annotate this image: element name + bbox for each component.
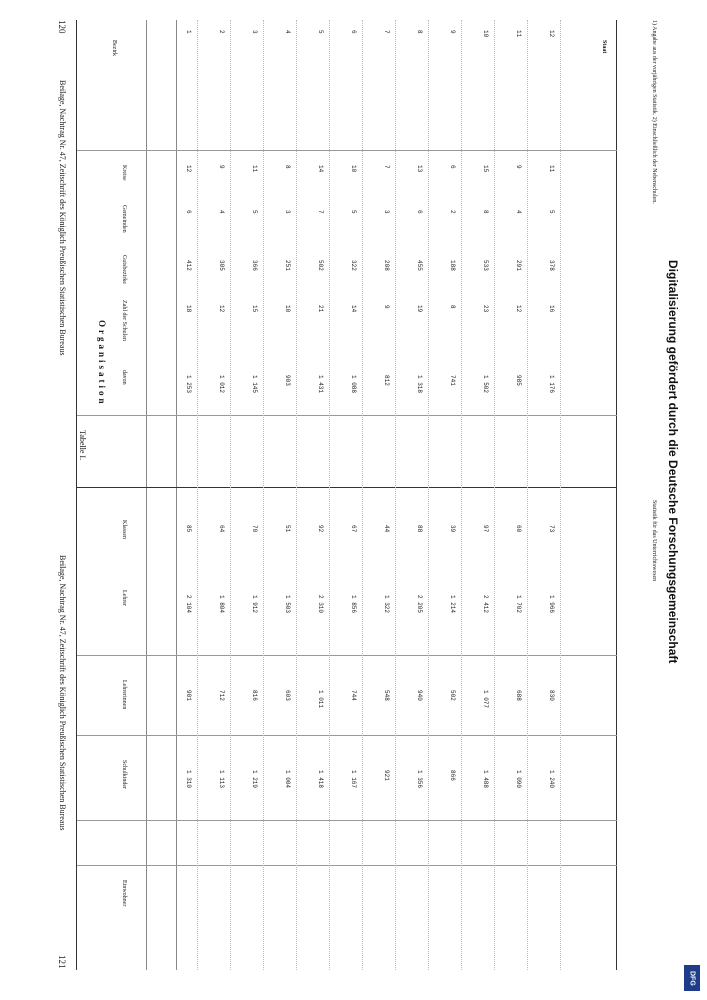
table-cell: 15 <box>482 165 489 173</box>
table-cell: 7 <box>383 165 390 169</box>
table-cell: 15 <box>251 305 258 313</box>
table-cell: 744 <box>350 690 357 701</box>
table-cell: 378 <box>548 260 555 271</box>
table-cell: 1 088 <box>350 375 357 394</box>
table-cell: 1 240 <box>548 770 555 789</box>
footer-credit: Digitalisierung gefördert durch die Deutsche Forschungsgemeinschaft <box>666 260 680 664</box>
row-rule <box>329 20 330 970</box>
table-cell: 88 <box>416 525 423 533</box>
row-rule <box>362 20 363 970</box>
table-cell: 8 <box>482 210 489 214</box>
left-page-number: 120 <box>57 20 67 34</box>
table-cell: 1 488 <box>482 770 489 789</box>
table-cell: 712 <box>218 690 225 701</box>
table-label: Tabelle I. <box>78 430 87 461</box>
header-rule <box>146 20 147 970</box>
dfg-logo-badge: DFG <box>684 965 700 991</box>
table-cell: 19 <box>416 305 423 313</box>
table-cell: 188 <box>449 260 456 271</box>
row-rule <box>494 20 495 970</box>
table-cell: 1 431 <box>317 375 324 394</box>
table-cell: 1 090 <box>515 770 522 789</box>
table-cell: 1 356 <box>416 770 423 789</box>
table-cell: 13 <box>416 165 423 173</box>
table-cell: 1 310 <box>185 770 192 789</box>
table-cell: 3 <box>383 210 390 214</box>
table-cell: 502 <box>449 690 456 701</box>
table-cell: 23 <box>482 305 489 313</box>
table-cell: 366 <box>251 260 258 271</box>
bottom-rule <box>616 20 617 970</box>
table-cell: 940 <box>416 690 423 701</box>
col-header-6: davon <box>121 370 127 385</box>
table-cell: 8 <box>284 165 291 169</box>
table-cell: 2 104 <box>185 595 192 614</box>
table-cell: 1 004 <box>284 770 291 789</box>
right-page-number: 121 <box>57 955 67 969</box>
row-rule <box>461 20 462 970</box>
row-number: 7 <box>383 30 390 34</box>
table-cell: 14 <box>317 165 324 173</box>
table-cell: 64 <box>218 525 225 533</box>
col-header-5: Zahl der Schulen <box>121 300 127 341</box>
table-cell: 830 <box>548 690 555 701</box>
table-cell: 921 <box>383 770 390 781</box>
table-cell: 39 <box>449 525 456 533</box>
table-cell: 1 418 <box>317 770 324 789</box>
row-number: 10 <box>482 30 489 38</box>
table-cell: 251 <box>284 260 291 271</box>
right-page-title: Beilage, Nachtrag Nr. 47, Zeitschrift des Königlich Preußischen Statistischen Bureaus <box>58 555 67 831</box>
table-cell: 60 <box>515 525 522 533</box>
table-cell: 7 <box>317 210 324 214</box>
row-number: 9 <box>449 30 456 34</box>
table-cell: 208 <box>383 260 390 271</box>
table-cell: 412 <box>185 260 192 271</box>
table-cell: 21 <box>317 305 324 313</box>
table-cell: 2 205 <box>416 595 423 614</box>
table-cell: 9 <box>515 165 522 169</box>
footnote-left: 1) Angabe aus der vorjährigen Statistik. 2) Einschließlich der Nebenschulen. <box>651 20 657 204</box>
table-cell: 1 167 <box>350 770 357 789</box>
row-number: 12 <box>548 30 555 38</box>
table-cell: 688 <box>515 690 522 701</box>
table-cell: 812 <box>383 375 390 386</box>
table-cell: 10 <box>284 305 291 313</box>
page-gutter <box>77 487 617 488</box>
table-cell: 548 <box>383 690 390 701</box>
row-number: 4 <box>284 30 291 34</box>
table-cell: 9 <box>383 305 390 309</box>
table-cell: 10 <box>350 165 357 173</box>
table-cell: 97 <box>482 525 489 533</box>
table-cell: 8 <box>449 305 456 309</box>
table-cell: 4 <box>218 210 225 214</box>
totals-label: Staat <box>601 40 607 54</box>
col-divider-4 <box>77 735 617 736</box>
row-number: 11 <box>515 30 522 38</box>
table-cell: 1 012 <box>218 375 225 394</box>
table-cell: 6 <box>185 210 192 214</box>
table-cell: 291 <box>515 260 522 271</box>
table-cell: 1 804 <box>218 595 225 614</box>
table-cell: 901 <box>185 690 192 701</box>
table-cell: 1 011 <box>317 690 324 709</box>
table-cell: 502 <box>317 260 324 271</box>
table-cell: 533 <box>482 260 489 271</box>
row-rule <box>263 20 264 970</box>
table-cell: 67 <box>350 525 357 533</box>
col-divider-5 <box>77 820 617 821</box>
table-cell: 70 <box>251 525 258 533</box>
table-cell: 2 310 <box>317 595 324 614</box>
body-rule <box>176 20 177 970</box>
col-header-1: Bezirk <box>111 40 117 56</box>
table-cell: 1 503 <box>284 595 291 614</box>
table-cell: 1 912 <box>251 595 258 614</box>
table-cell: 12 <box>515 305 522 313</box>
table-cell: 11 <box>548 165 555 173</box>
table-cell: 2 412 <box>482 595 489 614</box>
table-cell: 322 <box>350 260 357 271</box>
col-header-2: Kreise <box>121 165 127 181</box>
table-cell: 3 <box>284 210 291 214</box>
col-header-8: Lehrer <box>121 590 127 606</box>
table-cell: 741 <box>449 375 456 386</box>
left-page-title: Beilage, Nachtrag Nr. 47, Zeitschrift des Königlich Preußischen Statistischen Bureaus <box>58 80 67 356</box>
row-rule <box>197 20 198 970</box>
row-rule <box>230 20 231 970</box>
table-cell: 603 <box>284 690 291 701</box>
table-cell: 1 219 <box>251 770 258 789</box>
row-rule <box>296 20 297 970</box>
table-cell: 12 <box>185 165 192 173</box>
table-cell: 4 <box>515 210 522 214</box>
table-cell: 5 <box>350 210 357 214</box>
table-cell: 866 <box>449 770 456 781</box>
table-cell: 1 214 <box>449 595 456 614</box>
table-cell: 5 <box>548 210 555 214</box>
table-cell: 2 <box>449 210 456 214</box>
table-cell: 1 318 <box>416 375 423 394</box>
row-rule <box>560 20 561 970</box>
col-divider-3 <box>77 655 617 656</box>
row-rule <box>395 20 396 970</box>
col-header-4: Gutsbezirke <box>121 255 127 284</box>
table-cell: 305 <box>218 260 225 271</box>
row-number: 1 <box>185 30 192 34</box>
row-number: 8 <box>416 30 423 34</box>
footnote-mid: Statistik für das Unterrichtswesen <box>651 500 657 582</box>
row-number: 5 <box>317 30 324 34</box>
col-header-9: Lehrerinnen <box>121 680 127 710</box>
table-cell: 18 <box>185 305 192 313</box>
table-title: Organisation <box>97 320 107 407</box>
col-divider-1 <box>77 150 617 151</box>
col-divider-2 <box>77 415 617 416</box>
table-cell: 44 <box>383 525 390 533</box>
table-cell: 1 502 <box>482 375 489 394</box>
table-cell: 1 966 <box>548 595 555 614</box>
table-cell: 12 <box>218 305 225 313</box>
table-cell: 11 <box>251 165 258 173</box>
table-cell: 85 <box>185 525 192 533</box>
col-header-11: Einwohner <box>121 880 127 907</box>
row-number: 3 <box>251 30 258 34</box>
table-cell: 6 <box>416 210 423 214</box>
table-cell: 1 077 <box>482 690 489 709</box>
table-cell: 1 702 <box>515 595 522 614</box>
table-cell: 5 <box>251 210 258 214</box>
table-cell: 92 <box>317 525 324 533</box>
table-cell: 1 145 <box>251 375 258 394</box>
table-cell: 1 176 <box>548 375 555 394</box>
row-rule <box>428 20 429 970</box>
top-rule <box>76 20 77 970</box>
table-cell: 1 322 <box>383 595 390 614</box>
col-header-3: Gemeinden <box>121 205 127 233</box>
table-cell: 14 <box>350 305 357 313</box>
table-cell: 903 <box>284 375 291 386</box>
table-cell: 1 113 <box>218 770 225 789</box>
table-cell: 1 856 <box>350 595 357 614</box>
row-number: 2 <box>218 30 225 34</box>
table-cell: 73 <box>548 525 555 533</box>
table-cell: 51 <box>284 525 291 533</box>
col-divider-6 <box>77 865 617 866</box>
table-cell: 9 <box>218 165 225 169</box>
col-header-7: Klassen <box>121 520 127 539</box>
table-cell: 16 <box>548 305 555 313</box>
table-cell: 6 <box>449 165 456 169</box>
col-header-10: Schulkinder <box>121 760 127 789</box>
row-number: 6 <box>350 30 357 34</box>
table-cell: 455 <box>416 260 423 271</box>
table-cell: 1 253 <box>185 375 192 394</box>
table-cell: 985 <box>515 375 522 386</box>
row-rule <box>527 20 528 970</box>
table-cell: 816 <box>251 690 258 701</box>
